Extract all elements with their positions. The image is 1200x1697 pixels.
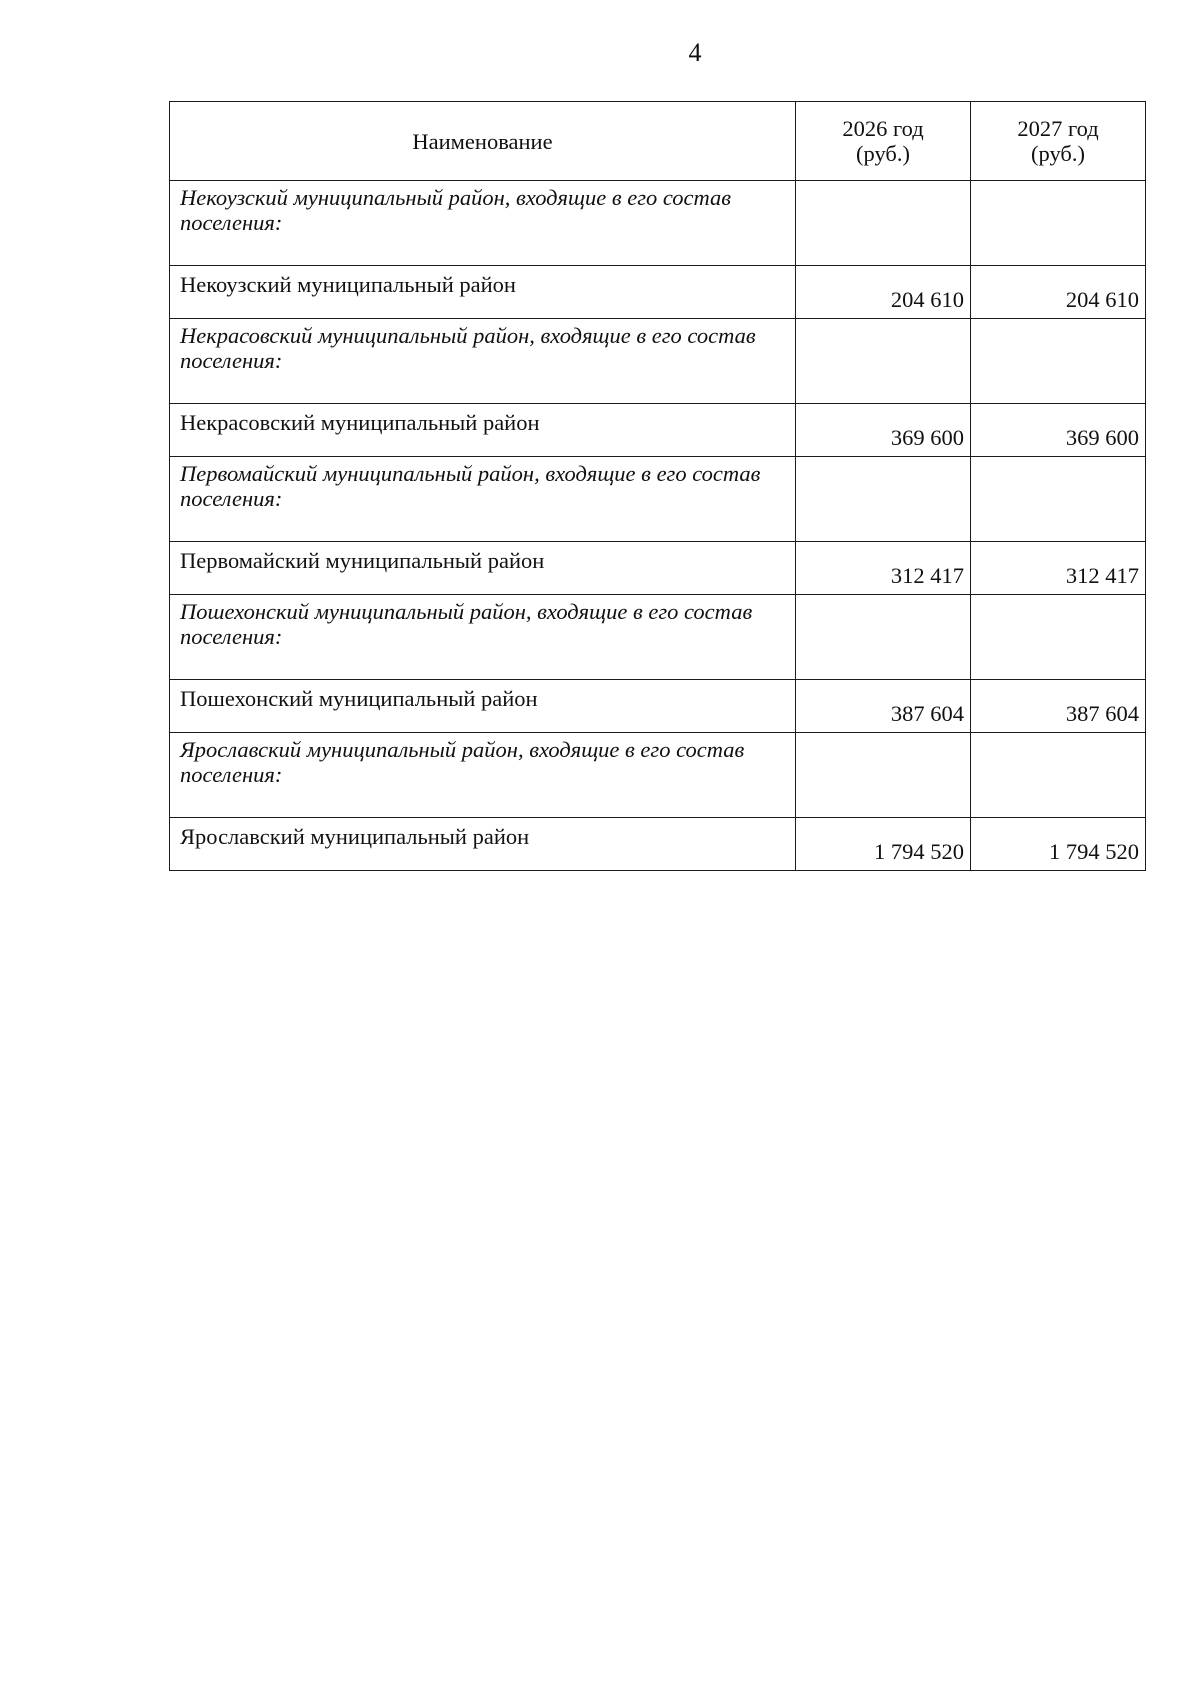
row-value-2026 — [796, 319, 971, 404]
row-value-2026: 312 417 — [796, 542, 971, 595]
row-name: Первомайский муниципальный район, входящие в его состав поселения: — [170, 457, 796, 542]
row-value-2026 — [796, 457, 971, 542]
table-row — [170, 542, 1146, 595]
header-name: Наименование — [170, 102, 796, 181]
row-name: Первомайский муниципальный район — [170, 542, 796, 595]
row-value-2026: 369 600 — [796, 404, 971, 457]
header-year-2027 — [971, 102, 1146, 181]
table-row — [170, 818, 1146, 871]
table-row-group — [170, 319, 1146, 404]
row-name: Некрасовский муниципальный район, входящие в его состав поселения: — [170, 319, 796, 404]
row-value-2026 — [796, 595, 971, 680]
row-value-2026 — [796, 733, 971, 818]
row-value-2026: 387 604 — [796, 680, 971, 733]
budget-table — [169, 101, 1146, 871]
header-year-2026-unit: (руб.) — [856, 141, 910, 166]
row-name: Пошехонский муниципальный район, входящие в его состав поселения: — [170, 595, 796, 680]
row-value-2027: 1 794 520 — [971, 818, 1146, 871]
table-row-group — [170, 181, 1146, 266]
row-name: Ярославский муниципальный район, входящие в его состав поселения: — [170, 733, 796, 818]
row-value-2027: 369 600 — [971, 404, 1146, 457]
row-name: Ярославский муниципальный район — [170, 818, 796, 871]
table-row-group — [170, 733, 1146, 818]
header-year-2027-label: 2027 год — [1017, 116, 1099, 141]
page-number: 4 — [688, 38, 702, 67]
table-row — [170, 404, 1146, 457]
header-year-2026-label: 2026 год — [842, 116, 924, 141]
table-row — [170, 680, 1146, 733]
table-row-group — [170, 457, 1146, 542]
row-value-2026: 204 610 — [796, 266, 971, 319]
row-value-2027 — [971, 457, 1146, 542]
row-value-2027 — [971, 181, 1146, 266]
row-value-2026 — [796, 181, 971, 266]
row-value-2027 — [971, 319, 1146, 404]
row-name: Пошехонский муниципальный район — [170, 680, 796, 733]
table-header-row — [170, 102, 1146, 181]
row-value-2027: 312 417 — [971, 542, 1146, 595]
table-row — [170, 266, 1146, 319]
header-year-2026 — [796, 102, 971, 181]
table-row-group — [170, 595, 1146, 680]
row-name: Некоузский муниципальный район, входящие в его состав поселения: — [170, 181, 796, 266]
row-value-2027 — [971, 733, 1146, 818]
row-value-2026: 1 794 520 — [796, 818, 971, 871]
row-value-2027: 204 610 — [971, 266, 1146, 319]
row-value-2027: 387 604 — [971, 680, 1146, 733]
row-name: Некоузский муниципальный район — [170, 266, 796, 319]
row-name: Некрасовский муниципальный район — [170, 404, 796, 457]
header-year-2027-unit: (руб.) — [1031, 141, 1085, 166]
row-value-2027 — [971, 595, 1146, 680]
